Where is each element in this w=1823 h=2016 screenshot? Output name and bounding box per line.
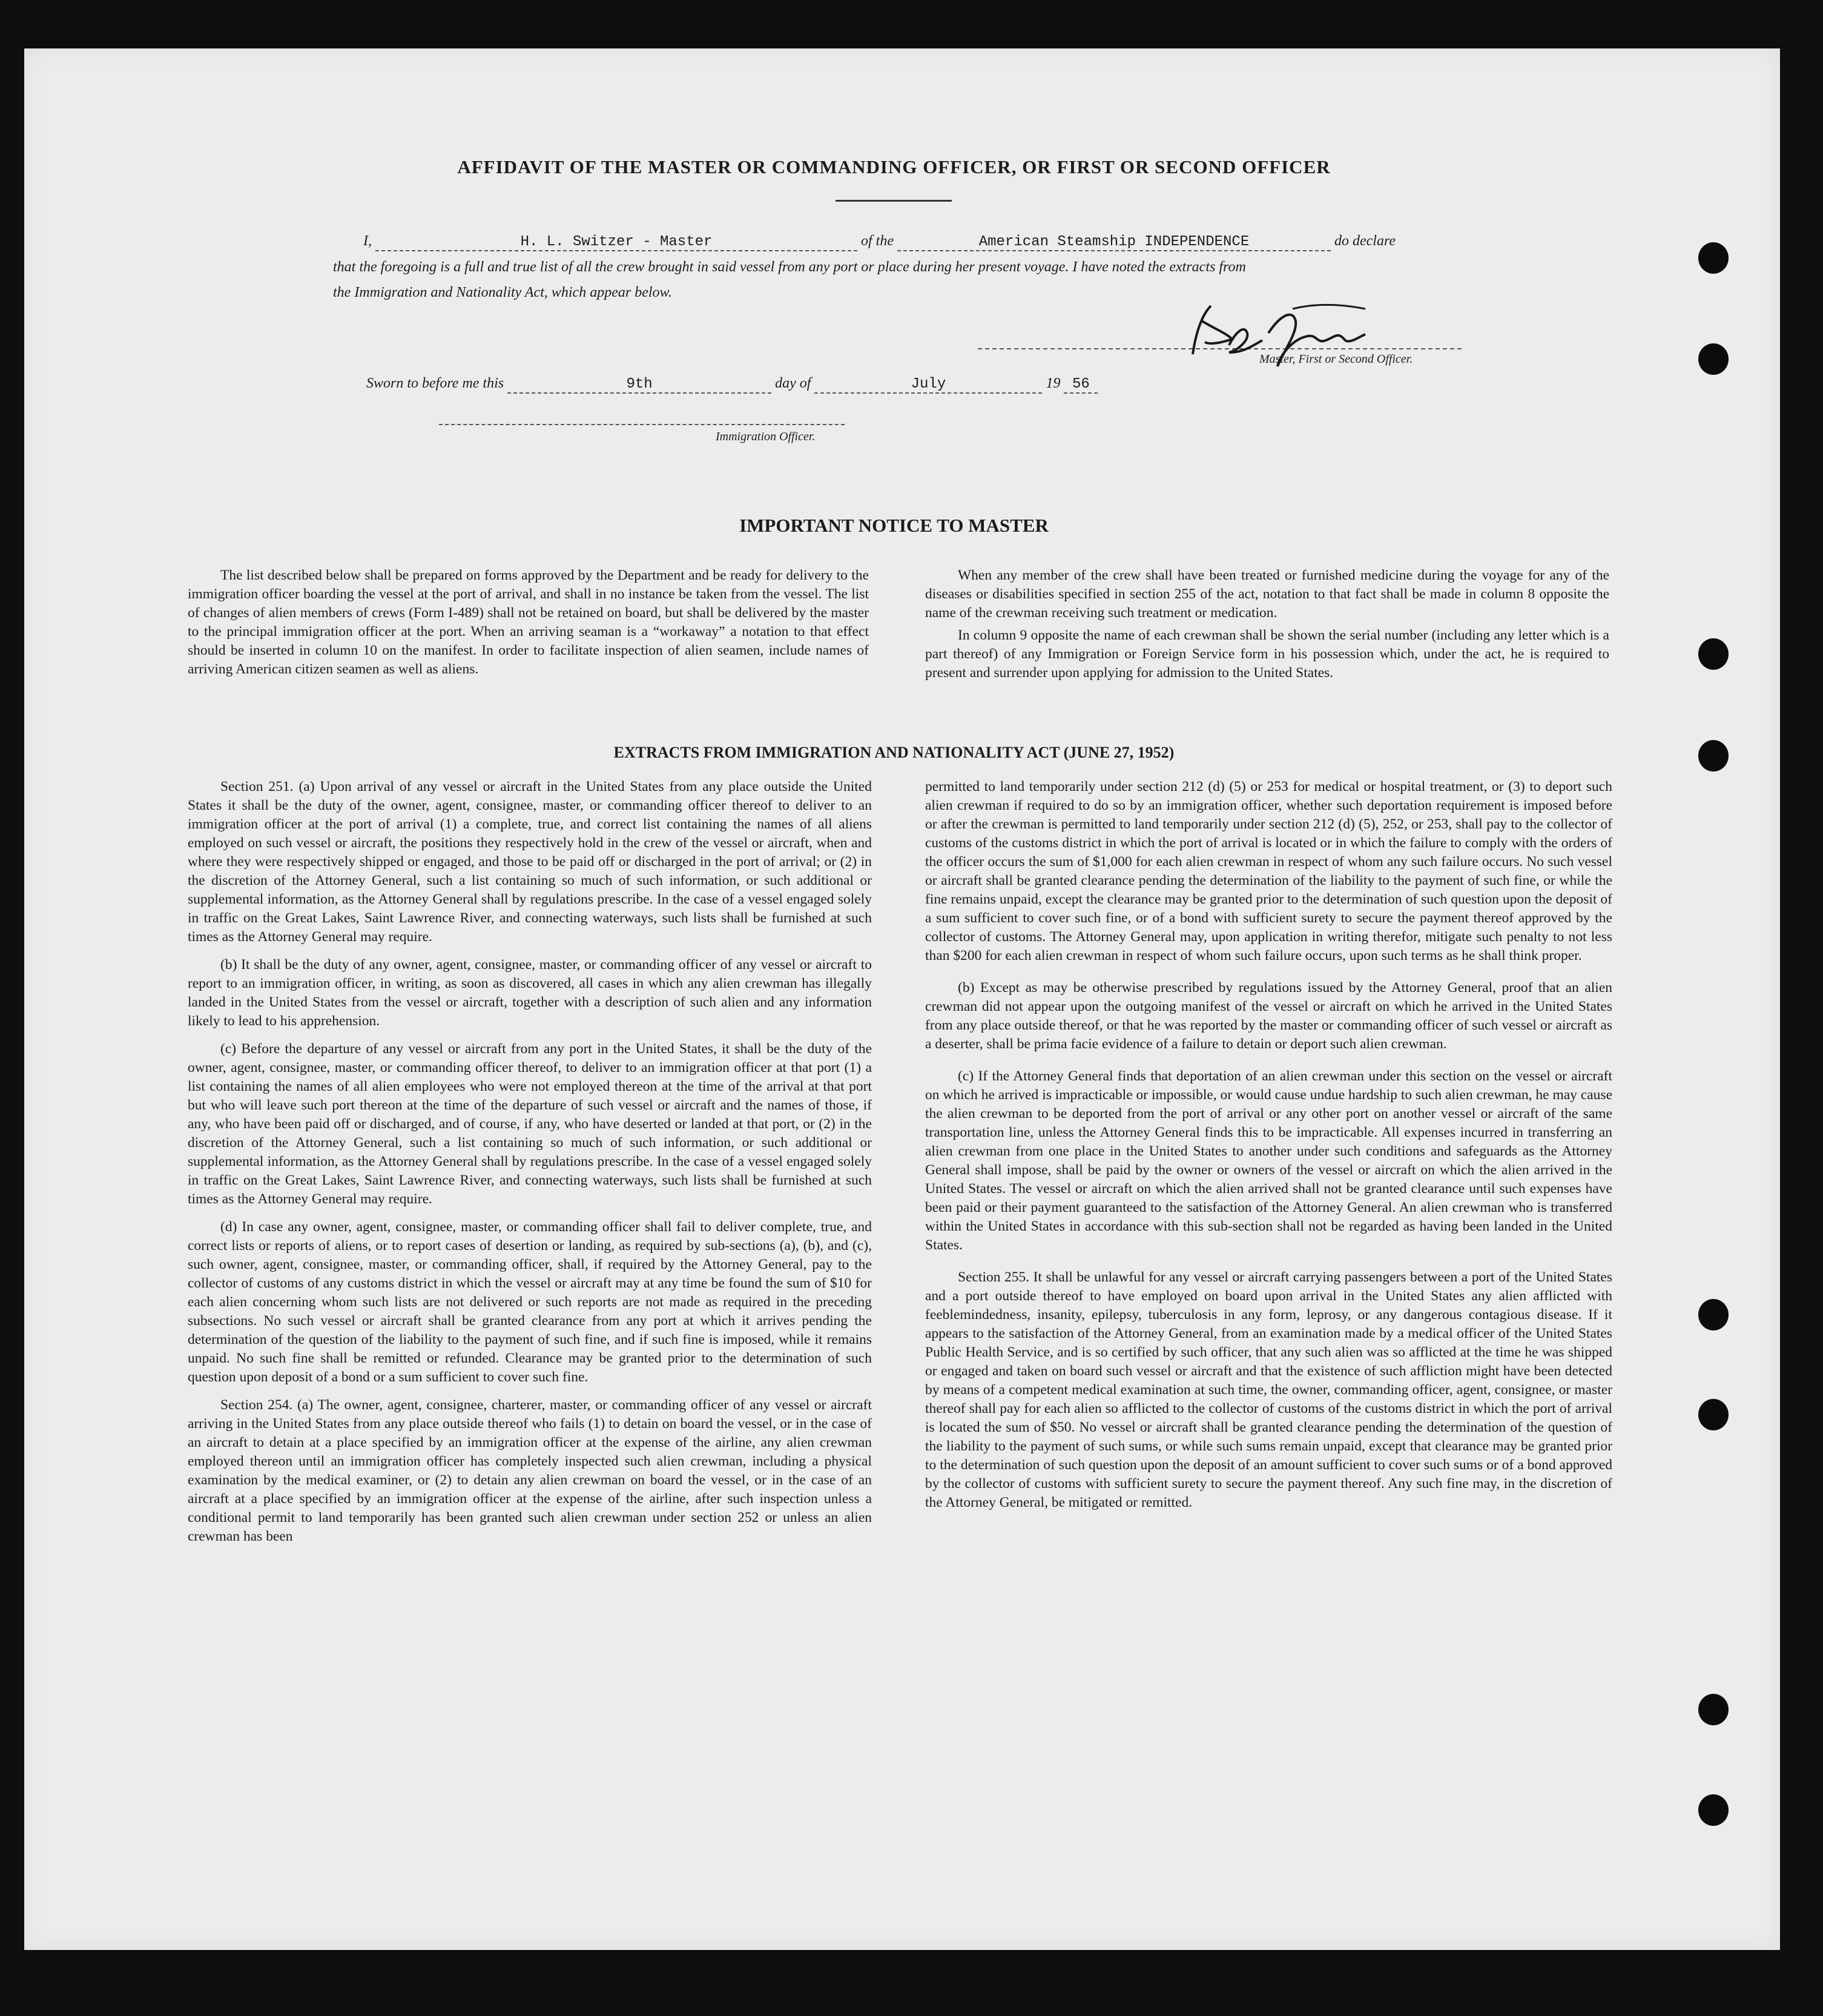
punch-hole (1698, 638, 1729, 670)
declaration-line-3: the Immigration and Nationality Act, which appear below. (333, 285, 672, 300)
text-i: I, (363, 233, 372, 249)
sworn-year-field: 56 (1064, 376, 1098, 394)
text-sworn: Sworn to before me this (366, 375, 504, 391)
punch-hole (1698, 242, 1729, 274)
extracts-left-column (188, 778, 872, 1555)
signature-caption: Master, First or Second Officer. (1259, 352, 1413, 366)
notice-paragraph: In column 9 opposite the name of each crewman shall be shown the serial number (including any letter which is a part thereof) of any Immigration or Foreign Service form in his possession which, under the act, he is required to present and surrender upon applying for admission to the United States. (925, 627, 1609, 681)
notice-left-column (188, 566, 869, 688)
vessel-name-field: American Steamship INDEPENDENCE (897, 234, 1331, 251)
act-section: Section 254. (a) The owner, agent, consignee, charterer, master, or commanding officer of any vessel or aircraft arriving in the United States from any place outside thereof who fails (1) to detain on board the vessel, or in the case of an aircraft to detain at a place specified by an immigration officer at the expense of the airline, any alien crewman employed thereon until an immigration officer has completely inspected such alien crewman, including a physical examination by the medical examiner, or (2) to detain any alien crewman on board the vessel, or in the case of an aircraft at a place specified by an immigration officer at the expense of the airline, after such inspection unless a conditional permit to land temporarily has been granted such alien crewman under section 252 or unless an alien crewman has been (188, 1397, 872, 1544)
punch-hole (1698, 343, 1729, 375)
title-rule (836, 200, 952, 202)
text-day-of: day of (775, 375, 811, 391)
declaration-line-2: that the foregoing is a full and true list of all the crew brought in said vessel from any port or place during her present voyage. I have noted the extracts from (333, 259, 1246, 275)
officer-caption: Immigration Officer. (716, 430, 816, 443)
act-section: (c) Before the departure of any vessel or aircraft from any port in the United States, it shall be the duty of the owner, agent, consignee, master, or commanding officer thereof, to deliver to an immigration officer at that port (1) a list containing the names of all alien employees who were not employed thereon at the time of the arrival at that port but who will leave such port thereon at the time of the departure of such vessel or aircraft and the names of those, if any, who have been paid off or discharged, and of course, if any, who have deserted or landed at that port, or (2) in the discretion of the Attorney General, such a list containing so much of such information, or such additional or supplemental information, as the Attorney General shall by regulations prescribe. In the case of a vessel engaged solely in traffic on the Great Lakes, Saint Lawrence River, and connecting waterways, such lists shall be furnished at such times as the Attorney General may require. (188, 1041, 872, 1207)
punch-hole (1698, 1794, 1729, 1826)
notice-paragraph: The list described below shall be prepared on forms approved by the Department and be ready for delivery to the immigration officer boarding the vessel at the port of arrival, and shall in no instance be taken from the vessel. The list of changes of alien members of crews (Form I-489) shall not be retained on board, but shall be delivered by the master to the principal immigration officer at the port. When an arriving seaman is a “workaway” a notation to that effect should be inserted in column 10 on the manifest. In order to facilitate inspection of alien seamen, include names of arriving American citizen seamen as well as aliens. (188, 567, 869, 677)
act-section: Section 251. (a) Upon arrival of any vessel or aircraft in the United States from any place outside the United States it shall be the duty of the owner, agent, consignee, master, or commanding officer thereof to deliver to an immigration officer at the port of arrival (1) a complete, true, and correct list containing the names of all aliens employed on such vessel or aircraft, the positions they respectively hold in the crew of the vessel or aircraft, when and where they were respectively shipped or engaged, and those to be paid off or discharged in the port of arrival; or (2) in the discretion of the Attorney General, such a list containing so much of such information, or such additional or supplemental information, as the Attorney General shall by regulations prescribe. In the case of a vessel engaged solely in traffic on the Great Lakes, Saint Lawrence River, and connecting waterways, such lists shall be furnished at such times as the Attorney General may require. (188, 779, 872, 945)
act-section: (b) It shall be the duty of any owner, agent, consignee, master, or commanding officer of any vessel or aircraft to report to an immigration officer, in writing, as soon as discovered, all cases in which any alien crewman has illegally landed in the United States from the vessel or aircraft, together with a description of such alien and any information likely to lead to his apprehension. (188, 957, 872, 1029)
extracts-right-column (925, 778, 1612, 1521)
master-name-field: H. L. Switzer - Master (375, 234, 857, 251)
punch-hole (1698, 740, 1729, 772)
act-section: (d) In case any owner, agent, consignee, master, or commanding officer shall fail to deliver complete, true, and correct lists or reports of aliens, or to report cases of desertion or landing, as required by sub-sections (a), (b), and (c), such owner, agent, consignee, master, or commanding officer, shall, if required by the Attorney General, pay to the collector of customs of any customs district in which the vessel or aircraft may at any time be found the sum of $10 for each alien concerning whom such lists are not delivered or such reports are not made as required in the preceding subsections. No such vessel or aircraft shall be granted clearance from any port at which it arrives pending the determination of the question of the liability to the payment of such fine, and if such fine is imposed, while it remains unpaid. No such fine shall be remitted or refunded. Clearance may be granted prior to the determination of such question upon deposit of a bond or a sum sufficient to cover such fine. (188, 1219, 872, 1385)
affidavit-title: AFFIDAVIT OF THE MASTER OR COMMANDING OFFICER, OR FIRST OR SECOND OFFICER (457, 156, 1331, 177)
punch-hole (1698, 1694, 1729, 1725)
act-section: Section 255. It shall be unlawful for any vessel or aircraft carrying passengers between a port of the United States and a port outside thereof to have employed on board upon arrival in the United States any alien afflicted with feeblemindedness, insanity, epilepsy, tuberculosis in any form, leprosy, or any dangerous contagious disease. If it appears to the satisfaction of the Attorney General, from an examination made by a medical officer of the United States Public Health Service, and is so certified by such officer, that any such alien was so afflicted at the time he was shipped or engaged and taken on board such vessel or aircraft and that the existence of such affliction might have been detected by means of a competent medical examination at such time, the owner, commanding officer, agent, consignee, or master thereof shall pay for each alien so afflicted to the collector of customs of the customs district in which the port of arrival is located the sum of $50. No vessel or aircraft shall be granted clearance pending the determination of the question of the liability to the payment of such sums, or while such sums remain unpaid, except that clearance may be granted prior to the determination of such question upon the deposit of an amount sufficient to cover such sums or of a bond approved by the collector of customs with sufficient surety to secure the payment thereof. Any such fine may, in the discretion of the Attorney General, be mitigated or remitted. (925, 1269, 1612, 1510)
act-section: (c) If the Attorney General finds that deportation of an alien crewman under this section on the vessel or aircraft on which he arrived is impracticable or impossible, or would cause undue hardship to such alien crewman, he may cause the alien crewman to be deported from the port of arrival or any other port on another vessel or aircraft of the same transportation line, unless the Attorney General finds this to be impracticable. All expenses incurred in transferring an alien crewman from one place in the United States to another under such conditions and safeguards as the Attorney General shall impose, shall be paid by the owner or owners of the vessel or aircraft on which the alien arrived in the United States. The vessel or aircraft on which the alien arrived shall not be granted clearance until such expenses have been paid or their payment guaranteed to the satisfaction of the Attorney General. An alien crewman who is transferred within the United States in accordance with this sub-section shall not be regarded as having been landed in the United States. (925, 1068, 1612, 1253)
notice-paragraph: When any member of the crew shall have been treated or furnished medicine during the voyage for any of the diseases or disabilities specified in section 255 of the act, notation to that fact shall be made in column 8 opposite the name of the crewman receiving such treatment or medication. (925, 567, 1609, 621)
notice-title: IMPORTANT NOTICE TO MASTER (739, 515, 1049, 536)
officer-signature-line (439, 424, 845, 425)
act-section: permitted to land temporarily under section 212 (d) (5) or 253 for medical or hospital treatment, or (3) to deport such alien crewman if required to do so by an immigration officer, whether such deportation requirement is imposed before or after the crewman is permitted to land temporarily under section 212 (d) (5), 252, or 253, shall pay to the collector of customs of the customs district in which the port of arrival is located or in which the failure to comply with the orders of the officer occurs the sum of $1,000 for each alien crewman in respect of whom any such failure occurs. No such vessel or aircraft shall be granted clearance pending the determination of the liability to the payment of such fine, or while the fine remains unpaid, except the clearance may be granted prior to the determination of such question upon the deposit of a sum sufficient to cover such fine, or of a bond with sufficient surety to secure the payment thereof approved by the collector of customs. The Attorney General may, upon application in writing therefor, mitigate such penalty to not less than $200 for each alien crewman in respect of whom such failure occurs, upon such terms as he shall think proper. (925, 779, 1612, 963)
text-do-declare: do declare (1334, 233, 1396, 249)
sworn-day-field: 9th (507, 376, 771, 394)
act-section: (b) Except as may be otherwise prescribed by regulations issued by the Attorney General, proof that an alien crewman did not appear upon the outgoing manifest of the vessel or aircraft on which he arrived in the United States from any place outside thereof, or that he was reported by the master or commanding officer of such vessel or aircraft as a deserter, shall be prima facie evidence of a failure to detain or deport such alien crewman. (925, 980, 1612, 1052)
text-year-prefix: 19 (1046, 375, 1061, 391)
text-of-the: of the (861, 233, 894, 249)
sworn-line (366, 375, 1098, 394)
punch-hole (1698, 1399, 1729, 1430)
sworn-month-field: July (814, 376, 1042, 394)
notice-right-column (925, 566, 1609, 692)
declaration-line-1 (363, 233, 1396, 251)
punch-hole (1698, 1299, 1729, 1330)
extracts-title: EXTRACTS FROM IMMIGRATION AND NATIONALITY ACT (JUNE 27, 1952) (613, 744, 1175, 761)
